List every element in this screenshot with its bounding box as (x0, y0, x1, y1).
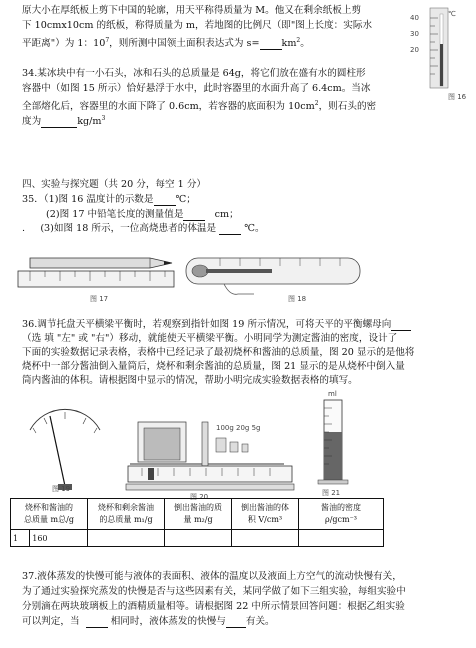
figure-17-pencil-ruler (14, 244, 180, 306)
q37-blank-2[interactable] (226, 617, 246, 628)
figure-16-thermometer (408, 6, 470, 102)
fig16-caption: 图 16 (448, 93, 467, 101)
table-header-cell: 烧杯和酱油的 总质量 m总/g (11, 499, 88, 530)
q34-line-4: 度为 $kg/m^3$ (22, 115, 106, 128)
fig16-unit-label: ℃ (448, 10, 456, 18)
table-cell: 160 (30, 530, 88, 547)
fig17-caption: 图 17 (90, 295, 109, 303)
q36-line-2: （选 填 "左" 或 "右"）移动，就能使天平横梁平衡。小明同学为测定酱油的密度，设计了 (22, 333, 398, 344)
figure-20-balance (124, 402, 296, 500)
q34-line-1: 34.某冰块中有一小石头，冰和石头的总质量是 64g，将它们放在盛有水的圆柱形 (22, 68, 366, 79)
figure-18-clinical-thermometer (184, 248, 368, 306)
fig20-caption: 图 20 (190, 493, 209, 501)
q36-line-3: 下面的实验数据记录表格，表格中已经记录了最初烧杯和酱油的总质量，图 20 显示的是他将 (22, 347, 415, 358)
table-header-cell: 酱油的密度 ρ/gcm⁻³ (299, 499, 384, 530)
fig16-mark-20: 20 (410, 46, 419, 54)
q34-line-2: 容器中（如图 15 所示）恰好悬浮于水中，此时容器里的水面升高了 6.4cm。当冰 (22, 83, 371, 94)
q37-blank-1[interactable] (86, 617, 108, 628)
data-table (10, 498, 384, 547)
q34-answer-blank[interactable] (41, 117, 77, 128)
q37-line-2: 为了通过实验探究蒸发的快慢是否与这些因素有关，某同学做了如下三组实验，每组实验中 (22, 586, 406, 597)
table-header-cell: 倒出酱油的体 积 V/cm³ (232, 499, 299, 530)
q36-line-5: 筒内酱油的体积。请根据图中显示的情况，帮助小明完成实验数据表格的填写。 (22, 375, 358, 386)
fig20-weights: 100g 20g 5g (216, 424, 261, 432)
fig21-caption: 图 21 (322, 489, 341, 497)
q35-line-1: 35．（1)图 16 温度计的示数是 ℃； (22, 194, 196, 205)
q37-line-3: 分别滴在两块玻璃板上的酒精质量相等。请根据图 22 中所示情景回答问题：根据乙组实验 (22, 601, 405, 612)
fig16-mark-30: 30 (410, 30, 419, 38)
table-header-row (11, 499, 384, 530)
q33-answer-blank[interactable] (260, 39, 282, 50)
q35-1-blank[interactable] (154, 195, 176, 206)
table-cell[interactable] (299, 530, 384, 547)
fig18-caption: 图 18 (288, 295, 307, 303)
q36-line-1: 36.调节托盘天平横梁平衡时，若观察到指针如图 19 所示情况，可将天平的平衡螺母向 (22, 318, 411, 331)
q35-2-blank[interactable] (183, 210, 205, 221)
section-4-title: 四、实验与探究题（共 20 分，每空 1 分） (22, 179, 207, 190)
q34-line-3: 全部熔化后，容器里的水面下降了 0.6cm，若容器的底面积为 $10cm^2$，则石头的密 (22, 100, 377, 113)
table-header-cell: 烧杯和剩余酱油 的总质量 m₁/g (88, 499, 165, 530)
figure-19-pointer (22, 400, 108, 496)
q36-line-4: 烧杯中一部分酱油倒入量筒后，烧杯和剩余酱油的总质量，图 21 显示的是从烧杯中倒入量 (22, 361, 405, 372)
table-cell[interactable] (88, 530, 165, 547)
fig21-unit: ml (328, 390, 337, 398)
fig16-mark-40: 40 (410, 14, 419, 22)
q33-line-1: 原大小在厚纸板上剪下中国的轮廓，用天平称得质量为 M。他又在剩余纸板上剪 (22, 5, 362, 16)
q37-line-4: 可以判定，当 相同时，液体蒸发的快慢与 有关。 (22, 616, 275, 627)
q35-3-blank[interactable] (219, 224, 241, 235)
fig19-caption: 图 19 (52, 485, 71, 493)
q33-line-3: 平距离"）为 1：$10^7$，则所测中国领土面积表达式为 $s= km^2$。 (22, 37, 310, 50)
q35-line-2: (2)图 17 中铅笔长度的测量值是 cm； (46, 209, 239, 220)
q36-direction-blank[interactable] (391, 320, 411, 331)
q33-line-2: 下 10cmx10cm 的纸板，称得质量为 m，若地图的比例尺（即"图上长度：实际水 (22, 20, 373, 31)
figure-21-cylinder (310, 390, 358, 496)
table-cell[interactable] (165, 530, 232, 547)
table-header-cell: 倒出酱油的质 量 m₂/g (165, 499, 232, 530)
table-cell: 1 (11, 530, 30, 547)
table-row (11, 530, 384, 547)
q35-line-3: . (3)如图 18 所示，一位高烧患者的体温是 ℃。 (22, 223, 265, 234)
table-cell[interactable] (232, 530, 299, 547)
q37-line-1: 37.液体蒸发的快慢可能与液体的表面积、液体的温度以及液面上方空气的流动快慢有关， (22, 571, 402, 582)
